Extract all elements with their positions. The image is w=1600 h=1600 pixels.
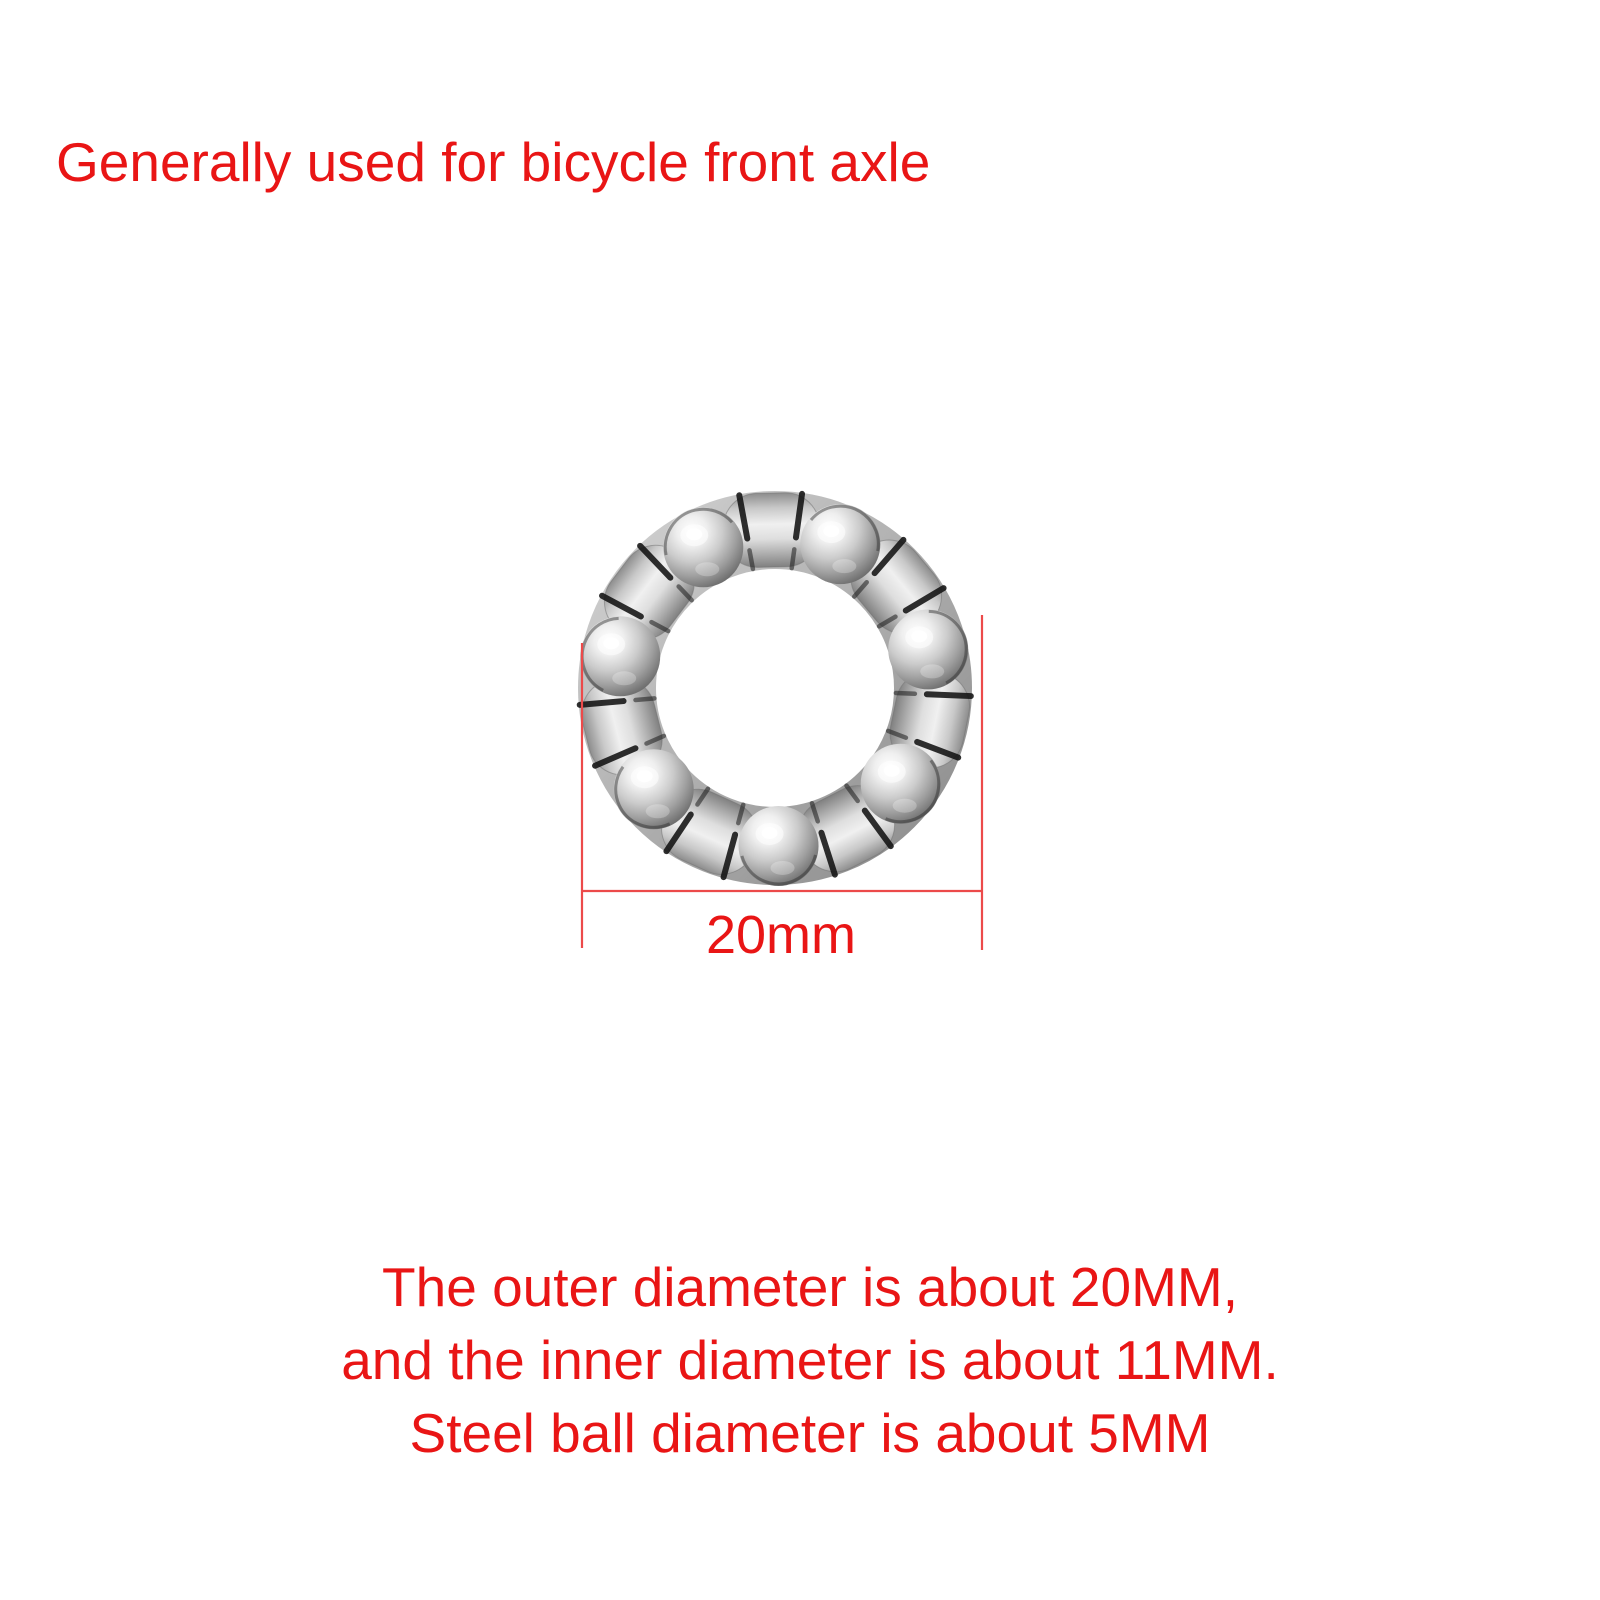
footer-caption [10,1251,1600,1470]
steel-ball-highlight [823,525,839,537]
steel-ball-highlight [686,528,702,540]
steel-ball-reflection [695,562,719,576]
dimension-label: 20mm [705,905,857,965]
footer-line: and the inner diameter is about 11MM. [341,1329,1279,1391]
footer-line: Steel ball diameter is about 5MM [409,1402,1211,1464]
cage-gap-inner [792,549,795,568]
top-caption: Generally used for bicycle front axle [56,131,931,193]
steel-ball-reflection [832,559,856,573]
footer-line: The outer diameter is about 20MM, [382,1256,1238,1318]
